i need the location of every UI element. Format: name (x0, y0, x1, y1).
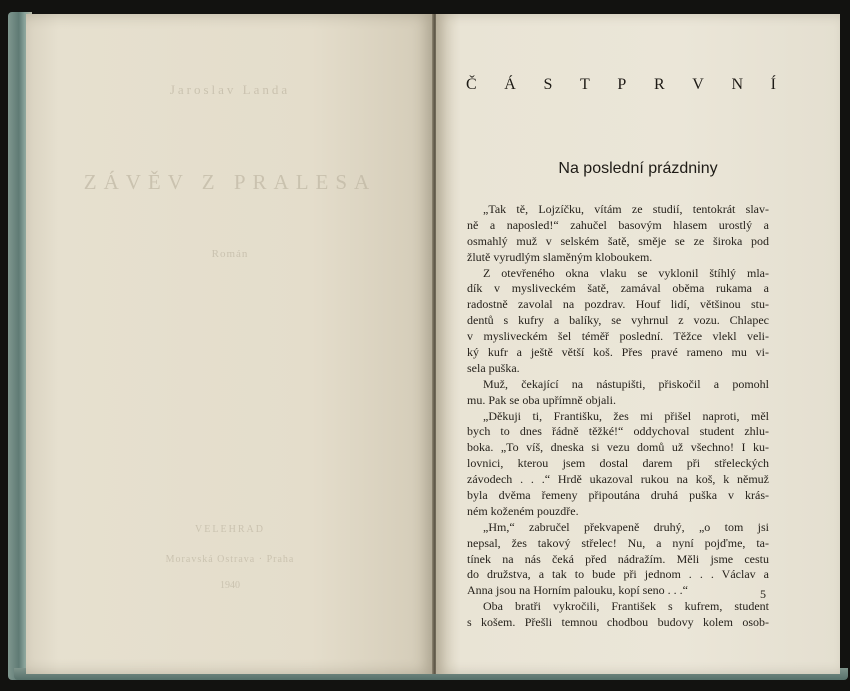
text-line: Oba bratři vykročili, František s kufrem, student (483, 599, 769, 614)
part-heading-letter: S (543, 76, 553, 93)
text-line: radostně zavolal na pozdrav. Houf lidí, většinou stu- (467, 297, 769, 312)
text-line: žlutě vyrudlým slaměným kloboukem. (467, 249, 653, 264)
text-line: dík v mysliveckém šatě, zamával oběma rukama a (467, 281, 769, 296)
chapter-title: Na poslední prázdniny (558, 160, 718, 177)
text-line: boka. „To víš, dneska si vezu domů už všechno! I ku- (467, 440, 769, 455)
page-number: 5 (760, 587, 766, 601)
text-line: nepsal, žes takový střelec! Nu, a nyní pojďme, ta- (467, 535, 769, 550)
part-heading (466, 76, 776, 94)
bleed-through-subtitle: Román (211, 248, 249, 260)
text-line: Muž, čekající na nástupišti, přiskočil a pomohl (483, 376, 769, 391)
text-line: tínek na nás čeká před nádražím. Měli jsme cestu (467, 551, 769, 566)
part-heading-letter: Á (504, 76, 516, 93)
text-line: s košem. Přešli temnou chodbou budovy kolem osob- (467, 615, 769, 630)
bleed-through-author: Jaroslav Landa (169, 82, 291, 97)
text-line: dentů s kufry a balíky, se vyhrnul z vozu. Chlapec (467, 313, 769, 328)
bleed-through-place: Moravská Ostrava · Praha (165, 554, 295, 565)
text-line: závodech . . .“ Hrdě ukazoval rukou na koš, k němuž (467, 472, 769, 487)
text-line: sela puška. (467, 360, 520, 375)
text-line: ném koženém pouzdře. (467, 503, 579, 518)
text-line: mu. Pak se oba upřímně objali. (467, 392, 616, 407)
text-line: lovnici, kterou jsem dostal darem při střeleckých (467, 456, 769, 471)
text-line: bych to dnes řádně těžké!“ oddychoval student zhlu- (467, 424, 769, 439)
chapter-body-text (467, 202, 769, 631)
part-heading-letter: Č (466, 76, 477, 93)
text-line: do družstva, a tak to bude při jednom . . . Václav a (467, 567, 769, 582)
bleed-through-title: ZÁVĚV Z PRALESA (83, 170, 377, 194)
left-page (26, 14, 434, 674)
part-heading-letter: R (653, 76, 665, 93)
text-line: ký kufr a ještě větší koš. Přes pravé rameno mu vi- (467, 345, 769, 360)
text-line: „Hm,“ zabručel překvapeně druhý, „o tom jsi (483, 519, 769, 534)
part-heading-letter: Í (770, 76, 776, 93)
text-line: Anna jsou na Horním palouku, kopí seno . . .“ (467, 583, 688, 598)
text-line: „Děkuji ti, Františku, žes mi přišel naproti, měl (483, 408, 769, 423)
part-heading-letter: P (617, 76, 627, 93)
text-line: v mysliveckém šel téměř poslední. Těžce vlekl veli- (467, 329, 769, 344)
text-line: byla dvěma řemeny připoutána druhá puška v krás- (467, 488, 769, 503)
text-line: ně a naposled!“ zahučel basovým hlasem urostlý a (467, 217, 769, 232)
part-heading-letter: V (692, 76, 704, 93)
bleed-through-year: 1940 (220, 580, 240, 591)
text-line: osmahlý muž v selském šatě, směje se ze široka pod (467, 233, 769, 248)
part-heading-letter: T (580, 76, 590, 93)
part-heading-letter: N (731, 76, 743, 93)
text-line: „Tak tě, Lojzíčku, vítám ze studií, tentokrát slav- (483, 202, 769, 216)
bleed-through-publisher: VELEHRAD (195, 524, 265, 535)
text-line: Z otevřeného okna vlaku se vyklonil štíhlý mla- (483, 265, 769, 280)
